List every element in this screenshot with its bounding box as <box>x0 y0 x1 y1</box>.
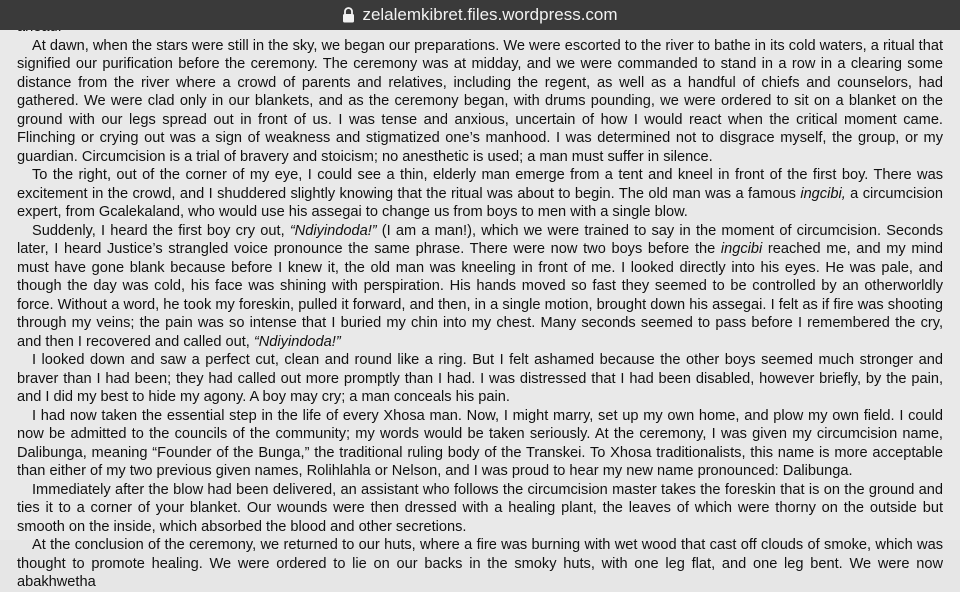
paragraph: To the right, out of the corner of my eye, I could see a thin, elderly man emerge from a tent and kneel in front of the first boy. There was excitement in the crowd, and I shuddered slightly knowing that the ritual was about to begin. The old man was a famous ingcibi, a circumcision expert, from Gcalekaland, who would use his assegai to change us from boys to men with a single blow. <box>17 167 944 220</box>
paragraph: At dawn, when the stars were still in the sky, we began our preparations. We were escorted to the river to bathe in its cold waters, a ritual that signified our purification before the ceremony. The ceremony was at midday, and we were commanded to stand in a row in a clearing some distance from the river where a crowd of parents and relatives, including the regent, as well as a handful of chiefs and counselors, had gathered. We were clad only in our blankets, and as the ceremony began, with drums pounding, we were ordered to sit on a blanket on the ground with our legs spread out in front of us. I was tense and anxious, uncertain of how I would react when the critical moment came. Flinching or crying out was a sign of weakness and stigmatized one’s manhood. I was determined not to disgrace myself, the group, or my guardian. Circumcision is a trial of bravery and stoicism; no anesthetic is used; a man must suffer in silence. <box>17 37 943 165</box>
italic-term: ingcibi <box>720 241 763 257</box>
paragraph: I looked down and saw a perfect cut, clean and round like a ring. But I felt ashamed because the other boys seemed much stronger and braver than I had been; they had called out more promptly than I had. I was distressed that I had been disabled, however briefly, by the pain, and I did my best to hide my agony. A boy may cry; a man conceals his pain. <box>17 352 943 405</box>
italic-term: “Ndiyindoda!” <box>289 222 377 239</box>
paragraph: Immediately after the blow had been delivered, an assistant who follows the circumcision master takes the foreskin that is on the ground and ties it to a corner of your blanket. Our wounds were then dressed with a healing plant, the leaves of which were thorny on the outside but smooth on the inside, which absorbed the blood and other secretions. <box>17 481 943 535</box>
address-bar[interactable] <box>0 0 960 30</box>
italic-term: “Ndiyindoda!” <box>253 333 341 350</box>
paragraph: At the conclusion of the ceremony, we returned to our huts, where a fire was burning with wet wood that cast off clouds of smoke, which was thought to promote healing. We were ordered to lie on our backs in the smoky huts, with one leg flat, and one leg bent. We were now abakhwetha <box>17 537 943 590</box>
paragraph: Suddenly, I heard the first boy cry out, “Ndiyindoda!” (I am a man!), which we were trained to say in the moment of circumcision. Seconds later, I heard Justice’s strangled voice pronounce the same phrase. There were now two boys before the ingcibi reached me, and my mind must have gone blank because before I knew it, the old man was kneeling in front of me. I looked directly into his eyes. He was pale, and though the day was cold, his face was shining with perspiration. His hands moved so fast they seemed to be controlled by an otherworldly force. Without a word, he took my foreskin, pulled it forward, and then, in a single motion, brought down his assegai. I felt as if fire was shooting through my veins; the pain was so intense that I buried my chin into my chest. Many seconds seemed to pass before I remembered the cry, and then I recovered and called out, “Ndiyindoda!” <box>17 222 943 350</box>
italic-term: ingcibi, <box>800 185 846 202</box>
lock-icon <box>342 7 355 23</box>
url-text: zelalemkibret.files.wordpress.com <box>362 5 618 24</box>
document-page[interactable] <box>0 30 960 590</box>
article-body <box>17 18 943 592</box>
paragraph: I had now taken the essential step in the life of every Xhosa man. Now, I might marry, set up my own home, and plow my own field. I could now be admitted to the councils of the community; my words would be taken seriously. At the ceremony, I was given my circumcision name, Dalibunga, meaning “Founder of the Bunga,” the traditional ruling body of the Transkei. To Xhosa traditionalists, this name is more acceptable than either of my two previous given names, Rolihlahla or Nelson, and I was proud to hear my new name pronounced: Dalibunga. <box>17 407 943 479</box>
